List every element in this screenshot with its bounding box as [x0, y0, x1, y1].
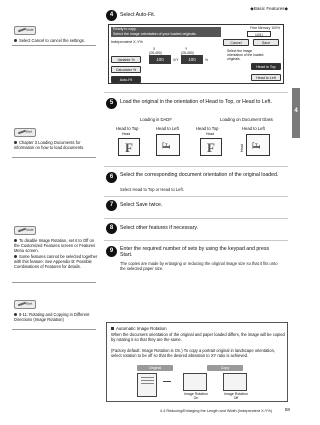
original-head-left-glass: F: [246, 134, 270, 156]
step-number: 8: [106, 223, 117, 234]
reference-bullet: Chapter 3 Loading Documents for information on how to load documents.: [14, 140, 85, 150]
sets-count: 1(01): [247, 31, 271, 37]
note-divider: [12, 282, 96, 283]
note-bullet: To disable Image Rotation, set it to Off on the Customized Features screen or Features Menu screen.: [14, 238, 96, 253]
note-bullet: Some features cannot be selected together with this feature. See Appendix B: Possible Combinations of Features for details.: [14, 254, 98, 269]
head-word: Head: [122, 132, 131, 136]
percent-sign: %: [205, 58, 209, 62]
screen-panel: [108, 24, 284, 84]
free-memory-label: Free Memory 100%: [250, 26, 280, 30]
xy-separator: X/Y: [173, 58, 179, 62]
step-text: Load the original in the orientation of Head to Top, or Head to Left.: [120, 99, 272, 105]
step-text: Enter the required number of sets by using the keypad and press Start.: [120, 246, 270, 259]
y-axis-label: Y: [185, 47, 188, 51]
note-icon: Note: [14, 226, 36, 235]
rotation-on-label: Image Rotation On: [184, 392, 208, 400]
auto-rotation-note: (Factory default: Image Rotation is On.) To copy a portrait original in landscape orientation, select rotation to be off so that the desired alteration to XY ratio is achieved.: [111, 348, 275, 359]
note-icon: Note: [14, 26, 36, 35]
reference-divider: [12, 329, 96, 330]
head-to-left-label: Head to Left: [156, 126, 179, 131]
calculator-percent-button[interactable]: Calculator %: [111, 66, 141, 73]
x-axis-label: X: [153, 47, 156, 51]
step-number: 6: [106, 172, 117, 183]
step-subtext: Select Head to Top or Head to Left.: [120, 187, 184, 192]
glass-label: Loading on Document Glass: [220, 117, 273, 122]
copy-rotation-on: [183, 373, 207, 391]
original-head-top-glass: F: [200, 138, 222, 156]
head-word: Head: [240, 143, 245, 153]
dadf-label: Loading in DADF: [140, 117, 172, 122]
footer-caption: 4.4 Reducing/Enlarging the Length and Width (Independent X-Y%): [160, 409, 273, 413]
reference-divider: [12, 157, 96, 158]
section-title: ◆Basic Features◆: [250, 6, 288, 11]
head-to-top-label: Head to Top: [196, 126, 219, 131]
original-head-left-dadf: F: [156, 134, 180, 156]
step-subtext: The copies are made by enlarging or reducing the original image size so that it fits onto the selected paper size.: [120, 261, 278, 272]
step-text: Select Save twice.: [120, 202, 163, 208]
note-bullet: Select Cancel to cancel the settings.: [14, 38, 98, 43]
variable-percent-button[interactable]: Variable %: [111, 56, 141, 63]
auto-rotation-title: Automatic Image Rotation: [111, 326, 167, 331]
x-range-label: (25-400): [149, 51, 162, 55]
head-word: Head: [206, 132, 215, 136]
head-to-left-label: Head to Left: [242, 126, 265, 131]
step-text: Select Auto-Fit.: [120, 12, 156, 18]
reference-icon: Ref.: [14, 128, 36, 137]
y-value-field[interactable]: 100: [181, 55, 203, 64]
step-number: 7: [106, 200, 117, 211]
arrow-icon: [163, 381, 171, 382]
step-number: 9: [106, 246, 117, 257]
step-number: 5: [106, 98, 117, 109]
save-button[interactable]: Save: [253, 39, 279, 46]
step-text: Select other features if necessary.: [120, 225, 199, 231]
original-header: Original: [137, 365, 173, 371]
status-message: Ready to copy. Select the image orientation of your loaded originals.: [111, 27, 221, 37]
auto-fit-button[interactable]: Auto-Fit: [111, 76, 141, 83]
original-head-top-dadf: F: [118, 138, 140, 156]
portrait-original: [137, 373, 157, 397]
auto-rotation-text: When the document orientation of the original and paper loaded differs, the image will be copied by rotating it so that they are the same.: [111, 332, 285, 343]
head-to-top-label: Head to Top: [116, 126, 139, 131]
y-range-label: (25-400): [181, 51, 194, 55]
reference-icon: Ref.: [14, 300, 36, 309]
reference-bullet: 8-11: Rotating and Copying in Different Directions (Image Rotation): [14, 312, 90, 322]
x-value-field[interactable]: 100: [149, 55, 171, 64]
head-to-left-button[interactable]: Head to Left: [251, 74, 281, 81]
copy-rotation-off: [223, 373, 247, 391]
screen-title: Independent X-Y%: [111, 40, 143, 44]
step-text: Select the corresponding document orientation of the original loaded.: [120, 172, 279, 178]
page-number: 58: [284, 407, 290, 412]
head-to-top-button[interactable]: Head to Top: [251, 63, 281, 70]
copy-header: Copy: [207, 365, 243, 371]
cancel-button[interactable]: Cancel: [223, 39, 249, 46]
auto-rotation-box: [106, 322, 288, 402]
orientation-prompt: Select the image orientation of the loaded originals.: [227, 49, 264, 62]
rotation-off-label: Image Rotation Off: [224, 392, 248, 400]
note-divider: [12, 45, 96, 46]
chapter-number: 4: [294, 108, 298, 114]
step-number: 4: [106, 10, 117, 21]
